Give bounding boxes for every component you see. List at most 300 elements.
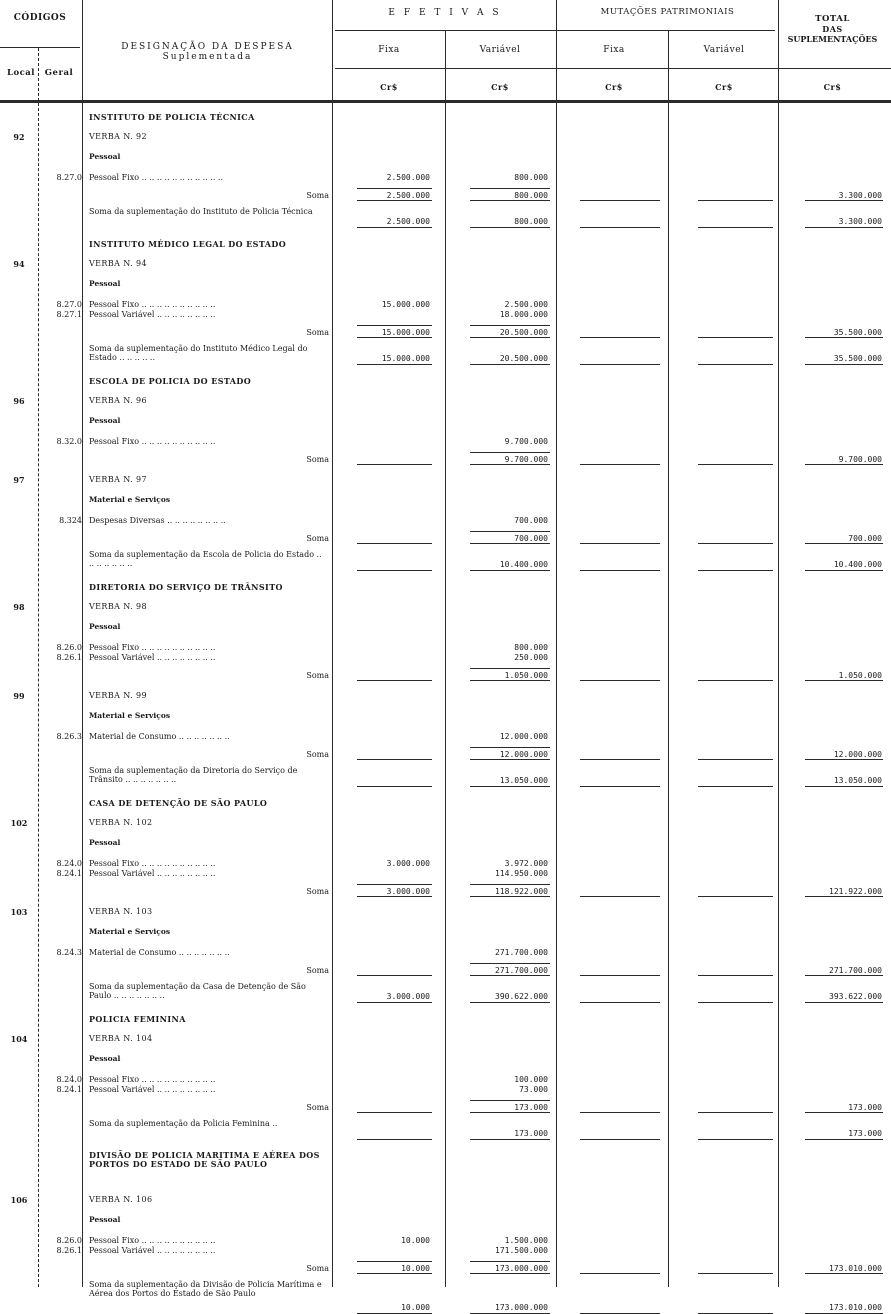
designacao-label: DESIGNAÇÃO DA DESPESA <box>121 42 294 52</box>
currency-label-3: Cr$ <box>605 82 623 92</box>
sum-rule <box>470 1261 550 1262</box>
sum-rule <box>357 759 432 760</box>
value-variavel-efetiva: 250.000 <box>514 653 548 662</box>
sum-rule <box>805 543 883 544</box>
sum-rule <box>698 680 773 681</box>
value-fixa-efetiva: 10.000 <box>401 1303 430 1312</box>
sum-rule <box>470 1139 550 1140</box>
sum-rule <box>580 464 660 465</box>
value-variavel-efetiva: 271.700.000 <box>495 966 548 975</box>
table-row <box>0 306 891 326</box>
geral-label: Geral <box>44 68 74 78</box>
table-row <box>0 512 891 532</box>
table-row <box>0 471 891 491</box>
expense-description: Soma <box>306 750 329 759</box>
sum-rule <box>580 896 660 897</box>
sum-rule <box>698 1002 773 1003</box>
value-variavel-efetiva: 173.000 <box>514 1103 548 1112</box>
code-geral: 8.24.0 <box>56 1075 82 1084</box>
value-fixa-efetiva: 15.000.000 <box>381 300 430 309</box>
sum-rule <box>698 227 773 228</box>
value-variavel-efetiva: 12.000.000 <box>499 750 548 759</box>
value-total: 700.000 <box>848 534 882 543</box>
expense-description: Pessoal Variável .. .. .. .. .. .. .. .. <box>89 653 216 662</box>
sum-rule <box>470 1002 550 1003</box>
sum-rule <box>698 786 773 787</box>
table-row <box>0 255 891 275</box>
value-total: 13.050.000 <box>833 776 882 785</box>
value-fixa-efetiva: 3.000.000 <box>386 992 430 1001</box>
value-variavel-efetiva: 73.000 <box>519 1085 548 1094</box>
expense-description: Soma da suplementação da Policia Feminina .. <box>89 1119 278 1128</box>
code-geral: 8.27.0 <box>56 300 82 309</box>
sum-rule <box>357 543 432 544</box>
expense-description: VERBA N. 92 <box>89 132 147 141</box>
sum-rule <box>580 1002 660 1003</box>
table-row <box>0 207 891 227</box>
table-row <box>0 903 891 923</box>
sum-rule <box>580 1273 660 1274</box>
value-total: 1.050.000 <box>838 671 882 680</box>
expense-description: Soma <box>306 455 329 464</box>
sum-rule <box>470 1273 550 1274</box>
value-total: 35.500.000 <box>833 354 882 363</box>
value-variavel-efetiva: 800.000 <box>514 217 548 226</box>
table-row <box>0 451 891 471</box>
value-variavel-efetiva: 114.950.000 <box>495 869 548 878</box>
value-fixa-efetiva: 3.000.000 <box>386 859 430 868</box>
value-variavel-efetiva: 1.500.000 <box>504 1236 548 1245</box>
code-geral: 8.24.1 <box>56 869 82 878</box>
code-local: 97 <box>13 475 25 485</box>
sum-rule <box>470 680 550 681</box>
value-total: 12.000.000 <box>833 750 882 759</box>
sum-rule <box>470 963 550 964</box>
code-local: 103 <box>10 907 28 917</box>
expense-description: Soma <box>306 191 329 200</box>
sum-rule <box>357 1273 432 1274</box>
sum-rule <box>580 759 660 760</box>
sum-rule <box>698 543 773 544</box>
header-rule-codigos <box>0 47 80 48</box>
value-variavel-efetiva: 3.972.000 <box>504 859 548 868</box>
code-local: 106 <box>10 1195 28 1205</box>
value-total: 173.010.000 <box>829 1264 882 1273</box>
table-row <box>0 433 891 453</box>
table-row <box>0 944 891 964</box>
sum-rule <box>470 747 550 748</box>
expense-description: INSTITUTO MÉDICO LEGAL DO ESTADO <box>89 239 287 249</box>
total-label: TOTAL <box>815 14 850 24</box>
sum-rule <box>805 896 883 897</box>
sum-rule <box>580 680 660 681</box>
sum-rule <box>805 975 883 976</box>
value-total: 173.000 <box>848 1129 882 1138</box>
expense-description: VERBA N. 102 <box>89 818 153 827</box>
expense-description: Soma <box>306 534 329 543</box>
expense-description: ESCOLA DE POLICIA DO ESTADO <box>89 376 252 386</box>
expense-description: Soma <box>306 1103 329 1112</box>
value-variavel-efetiva: 9.700.000 <box>504 455 548 464</box>
codigos-label: CÓDIGOS <box>13 13 67 23</box>
value-fixa-efetiva: 10.000 <box>401 1236 430 1245</box>
currency-label-5: Cr$ <box>823 82 842 92</box>
suplementada-label: Suplementada <box>162 52 253 62</box>
value-variavel-efetiva: 13.050.000 <box>499 776 548 785</box>
value-variavel-efetiva: 118.922.000 <box>495 887 548 896</box>
code-geral: 8.27.0 <box>56 173 82 182</box>
table-row <box>0 962 891 982</box>
sum-rule <box>357 884 432 885</box>
sum-rule <box>470 786 550 787</box>
expense-description: Soma <box>306 966 329 975</box>
code-geral: 8.26.0 <box>56 643 82 652</box>
expense-description: VERBA N. 106 <box>89 1195 153 1204</box>
expense-description: Material de Consumo .. .. .. .. .. .. .. <box>89 948 230 957</box>
code-local: 104 <box>10 1034 28 1044</box>
sum-rule <box>470 896 550 897</box>
table-row <box>0 766 891 786</box>
expense-description: Soma da suplementação do Instituto de Policia Técnica <box>89 207 313 216</box>
expense-description: VERBA N. 94 <box>89 259 147 268</box>
expense-description: VERBA N. 99 <box>89 691 147 700</box>
expense-description: VERBA N. 97 <box>89 475 147 484</box>
expense-description: Soma da suplementação da Casa de Detenção de São Paulo .. .. .. .. .. .. .. <box>89 982 306 1000</box>
sum-rule <box>470 543 550 544</box>
value-fixa-efetiva: 2.500.000 <box>386 173 430 182</box>
expense-description: Soma <box>306 328 329 337</box>
expense-description: Pessoal Variável .. .. .. .. .. .. .. .. <box>89 310 216 319</box>
value-variavel-efetiva: 18.000.000 <box>499 310 548 319</box>
sum-rule <box>470 668 550 669</box>
code-geral: 8.32.0 <box>56 437 82 446</box>
sum-rule <box>357 680 432 681</box>
sum-rule <box>357 1002 432 1003</box>
value-variavel-efetiva: 700.000 <box>514 516 548 525</box>
sum-rule <box>805 1139 883 1140</box>
sum-rule <box>805 364 883 365</box>
expense-description: VERBA N. 103 <box>89 907 153 916</box>
sum-rule <box>805 1273 883 1274</box>
expense-description: Material e Serviços <box>89 495 171 504</box>
sum-rule <box>470 975 550 976</box>
code-local: 98 <box>13 602 25 612</box>
efetivas-label: E F E T I V A S <box>388 8 502 18</box>
sum-rule <box>470 1100 550 1101</box>
table-row <box>0 412 891 432</box>
table-row <box>0 187 891 207</box>
currency-label-2: Cr$ <box>491 82 509 92</box>
value-variavel-efetiva: 1.050.000 <box>504 671 548 680</box>
sum-rule <box>805 680 883 681</box>
sum-rule <box>698 337 773 338</box>
value-variavel-efetiva: 173.000 <box>514 1129 548 1138</box>
value-total: 3.300.000 <box>838 191 882 200</box>
expense-description: Pessoal Fixo .. .. .. .. .. .. .. .. .. .. <box>89 300 216 309</box>
value-total: 393.622.000 <box>829 992 882 1001</box>
sum-rule <box>357 570 432 571</box>
expense-description: POLICIA FEMININA <box>89 1014 186 1024</box>
expense-description: Soma da suplementação da Divisão de Policia Marítima e Aérea dos Portos do Estado de São Paulo <box>89 1280 322 1298</box>
table-row <box>0 148 891 168</box>
sum-rule <box>470 884 550 885</box>
table-row <box>0 275 891 295</box>
sum-rule <box>698 364 773 365</box>
expense-description: INSTITUTO DE POLICIA TÉCNICA <box>89 112 255 122</box>
sum-rule <box>805 200 883 201</box>
expense-description: Pessoal Variável .. .. .. .. .. .. .. .. <box>89 869 216 878</box>
sum-rule <box>580 786 660 787</box>
table-row <box>0 1081 891 1101</box>
sum-rule <box>698 200 773 201</box>
expense-description: VERBA N. 96 <box>89 396 147 405</box>
table-row <box>0 372 891 392</box>
table-row <box>0 169 891 189</box>
expense-description: Pessoal <box>89 838 121 847</box>
variavel-mutacao-label: Variável <box>703 45 745 55</box>
sum-rule <box>805 1002 883 1003</box>
sum-rule <box>805 464 883 465</box>
sum-rule <box>357 896 432 897</box>
sum-rule <box>357 227 432 228</box>
table-row <box>0 728 891 748</box>
value-total: 271.700.000 <box>829 966 882 975</box>
value-variavel-efetiva: 173.000.000 <box>495 1303 548 1312</box>
sum-rule <box>357 975 432 976</box>
table-row <box>0 1260 891 1280</box>
table-row <box>0 982 891 1002</box>
sum-rule <box>580 570 660 571</box>
code-geral: 8.24.0 <box>56 859 82 868</box>
table-row <box>0 598 891 618</box>
currency-label-4: Cr$ <box>715 82 733 92</box>
expense-description: VERBA N. 104 <box>89 1034 153 1043</box>
expense-description: Soma da suplementação da Diretoria do Serviço de Trânsito .. .. .. .. .. .. .. <box>89 766 298 784</box>
expense-description: Soma da suplementação da Escola de Policia do Estado .. .. .. .. .. .. .. <box>89 550 322 568</box>
expense-description: Pessoal Variável .. .. .. .. .. .. .. .. <box>89 1246 216 1255</box>
table-row <box>0 1280 891 1312</box>
expense-description: VERBA N. 98 <box>89 602 147 611</box>
expense-description: Material de Consumo .. .. .. .. .. .. .. <box>89 732 230 741</box>
expense-description: Soma da suplementação do Instituto Médico Legal do Estado .. .. .. .. .. <box>89 344 308 362</box>
sum-rule <box>357 1139 432 1140</box>
table-row <box>0 1030 891 1050</box>
fixa-mutacao-label: Fixa <box>603 45 625 55</box>
code-geral: 8.24.1 <box>56 1085 82 1094</box>
sum-rule <box>580 1139 660 1140</box>
code-local: 92 <box>13 132 25 142</box>
expense-description: Pessoal Fixo .. .. .. .. .. .. .. .. .. .. <box>89 643 216 652</box>
sum-rule <box>698 570 773 571</box>
value-variavel-efetiva: 271.700.000 <box>495 948 548 957</box>
table-row <box>0 1099 891 1119</box>
table-row <box>0 865 891 885</box>
suplementacoes-label: SUPLEMENTAÇÕES <box>787 34 878 44</box>
sum-rule <box>580 227 660 228</box>
table-row <box>0 578 891 598</box>
table-row <box>0 923 891 943</box>
value-fixa-efetiva: 3.000.000 <box>386 887 430 896</box>
sum-rule <box>805 1112 883 1113</box>
sum-rule <box>470 452 550 453</box>
table-row <box>0 1211 891 1231</box>
expense-description: CASA DE DETENÇÃO DE SÃO PAULO <box>89 798 268 808</box>
table-row <box>0 618 891 638</box>
table-row <box>0 344 891 364</box>
sum-rule <box>580 543 660 544</box>
table-row <box>0 392 891 412</box>
table-row <box>0 667 891 687</box>
expense-description: Pessoal Fixo .. .. .. .. .. .. .. .. .. .. .. <box>89 173 224 182</box>
sum-rule <box>470 227 550 228</box>
expense-description: Pessoal <box>89 1215 121 1224</box>
value-fixa-efetiva: 15.000.000 <box>381 354 430 363</box>
sum-rule <box>470 464 550 465</box>
table-row <box>0 128 891 148</box>
table-row <box>0 834 891 854</box>
table-row <box>0 1010 891 1030</box>
table-row <box>0 746 891 766</box>
sum-rule <box>470 325 550 326</box>
sum-rule <box>805 570 883 571</box>
table-row <box>0 883 891 903</box>
sum-rule <box>357 325 432 326</box>
code-local: 99 <box>13 691 25 701</box>
expense-description: Pessoal Fixo .. .. .. .. .. .. .. .. .. .. <box>89 1075 216 1084</box>
value-variavel-efetiva: 100.000 <box>514 1075 548 1084</box>
sum-rule <box>470 570 550 571</box>
value-variavel-efetiva: 800.000 <box>514 191 548 200</box>
table-row <box>0 491 891 511</box>
value-variavel-efetiva: 20.500.000 <box>499 354 548 363</box>
sum-rule <box>357 786 432 787</box>
expense-description: Material e Serviços <box>89 927 171 936</box>
table-row <box>0 108 891 128</box>
sum-rule <box>470 1112 550 1113</box>
sum-rule <box>357 464 432 465</box>
table-row <box>0 530 891 550</box>
sum-rule <box>470 200 550 201</box>
sum-rule <box>698 975 773 976</box>
sum-rule <box>470 337 550 338</box>
table-row <box>0 235 891 255</box>
value-fixa-efetiva: 2.500.000 <box>386 191 430 200</box>
table-row <box>0 707 891 727</box>
header-rule-efetivas <box>335 30 775 31</box>
sum-rule <box>805 227 883 228</box>
expense-description: Pessoal <box>89 279 121 288</box>
code-local: 102 <box>10 818 28 828</box>
sum-rule <box>580 1112 660 1113</box>
table-row <box>0 324 891 344</box>
table-row <box>0 1119 891 1139</box>
sum-rule <box>470 759 550 760</box>
expense-description: Despesas Diversas .. .. .. .. .. .. .. .. <box>89 516 226 525</box>
table-row <box>0 1050 891 1070</box>
value-variavel-efetiva: 10.400.000 <box>499 560 548 569</box>
table-row <box>0 550 891 570</box>
value-total: 173.010.000 <box>829 1303 882 1312</box>
expense-description: Soma <box>306 887 329 896</box>
code-geral: 8.26.1 <box>56 1246 82 1255</box>
sum-rule <box>698 1139 773 1140</box>
expense-description: Pessoal Variável .. .. .. .. .. .. .. .. <box>89 1085 216 1094</box>
variavel-efetiva-label: Variável <box>479 45 521 55</box>
code-local: 94 <box>13 259 25 269</box>
code-local: 96 <box>13 396 25 406</box>
sum-rule <box>357 1112 432 1113</box>
expense-description: Pessoal Fixo .. .. .. .. .. .. .. .. .. .. <box>89 859 216 868</box>
sum-rule <box>470 188 550 189</box>
header-rule-total <box>780 68 891 69</box>
mutacoes-label: MUTAÇÕES PATRIMONIAIS <box>600 7 735 17</box>
code-geral: 8.26.1 <box>56 653 82 662</box>
value-total: 121.922.000 <box>829 887 882 896</box>
expense-description: Pessoal Fixo .. .. .. .. .. .. .. .. .. .. <box>89 437 216 446</box>
value-variavel-efetiva: 800.000 <box>514 643 548 652</box>
code-geral: 8.26.0 <box>56 1236 82 1245</box>
expense-description: DIVISÃO DE POLICIA MARITIMA E AÉREA DOS PORTOS DO ESTADO DE SÃO PAULO <box>89 1150 320 1169</box>
sum-rule <box>805 337 883 338</box>
value-variavel-efetiva: 173.000.000 <box>495 1264 548 1273</box>
sum-rule <box>805 759 883 760</box>
fixa-efetiva-label: Fixa <box>378 45 400 55</box>
sum-rule <box>470 531 550 532</box>
sum-rule <box>357 364 432 365</box>
code-geral: 8.24.3 <box>56 948 82 957</box>
value-variavel-efetiva: 2.500.000 <box>504 300 548 309</box>
sum-rule <box>357 1261 432 1262</box>
expense-description: Pessoal <box>89 152 121 161</box>
das-label: DAS <box>822 24 843 34</box>
expense-description: Pessoal <box>89 416 121 425</box>
table-row <box>0 1147 891 1167</box>
sum-rule <box>580 364 660 365</box>
sum-rule <box>805 786 883 787</box>
sum-rule <box>357 200 432 201</box>
code-geral: 8.324 <box>59 516 82 525</box>
value-variavel-efetiva: 800.000 <box>514 173 548 182</box>
sum-rule <box>357 188 432 189</box>
expense-description: Pessoal <box>89 1054 121 1063</box>
expense-description: Soma <box>306 671 329 680</box>
sum-rule <box>580 975 660 976</box>
value-variavel-efetiva: 12.000.000 <box>499 732 548 741</box>
code-geral: 8.27.1 <box>56 310 82 319</box>
expense-description: Material e Serviços <box>89 711 171 720</box>
expense-description: Pessoal Fixo .. .. .. .. .. .. .. .. .. .. <box>89 1236 216 1245</box>
sum-rule <box>580 337 660 338</box>
value-fixa-efetiva: 15.000.000 <box>381 328 430 337</box>
sum-rule <box>698 896 773 897</box>
sum-rule <box>580 200 660 201</box>
value-variavel-efetiva: 390.622.000 <box>495 992 548 1001</box>
sum-rule <box>698 464 773 465</box>
code-geral: 8.26.3 <box>56 732 82 741</box>
table-row <box>0 814 891 834</box>
expense-description: DIRETORIA DO SERVIÇO DE TRÂNSITO <box>89 582 283 592</box>
value-variavel-efetiva: 20.500.000 <box>499 328 548 337</box>
sum-rule <box>698 759 773 760</box>
value-total: 35.500.000 <box>833 328 882 337</box>
sum-rule <box>698 1273 773 1274</box>
sum-rule <box>470 364 550 365</box>
currency-label-1: Cr$ <box>380 82 398 92</box>
value-fixa-efetiva: 10.000 <box>401 1264 430 1273</box>
expense-description: Pessoal <box>89 622 121 631</box>
table-row <box>0 794 891 814</box>
value-variavel-efetiva: 700.000 <box>514 534 548 543</box>
